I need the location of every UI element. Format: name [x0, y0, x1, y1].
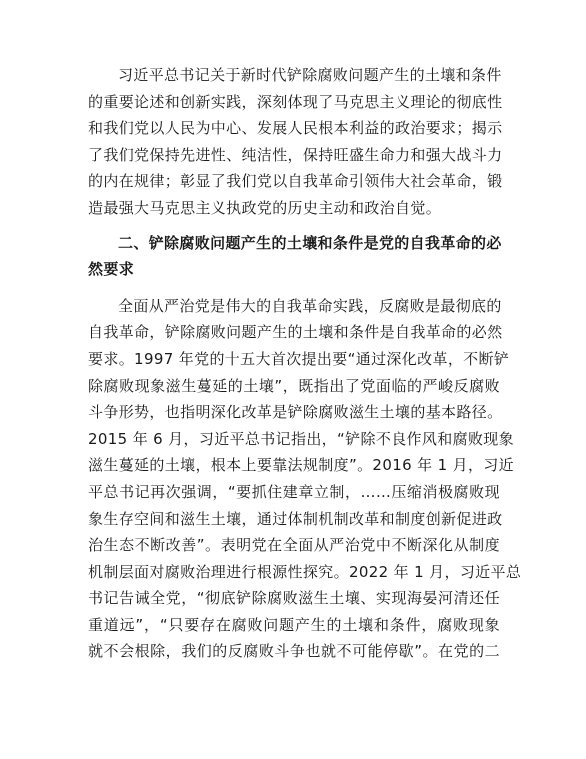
text-line: 平总书记再次强调，“要抓住建章立制，……压缩消极腐败现 — [88, 482, 500, 501]
text-line: 习近平总书记关于新时代铲除腐败问题产生的土壤和条件 — [118, 66, 502, 84]
text-line: 滋生蔓延的土壤，根本上要靠法规制度”。2016 年 1 月，习近 — [88, 456, 514, 475]
section-heading — [88, 230, 500, 283]
text-line: 斗争形势，也指明深化改革是铲除腐败滋生土壤的基本路径。 — [88, 403, 503, 422]
text-line: 造最强大马克思主义执政党的历史主动和政治自觉。 — [88, 198, 442, 217]
text-line: 2015 年 6 月，习近平总书记指出，“铲除不良作风和腐败现象 — [88, 429, 514, 448]
text-line: 书记告诫全党，“彻底铲除腐败滋生土壤、实现海晏河清还任 — [88, 589, 500, 608]
text-line: 就不会根除，我们的反腐败斗争也就不可能停歇”。在党的二 — [88, 642, 500, 661]
text-line: 的内在规律；彰显了我们党以自我革命引领伟大社会革命，锻 — [88, 172, 503, 191]
text-line: 的重要论述和创新实践，深刻体现了马克思主义理论的彻底性 — [88, 92, 503, 111]
text-line: 自我革命，铲除腐败问题产生的土壤和条件是自我革命的必然 — [88, 323, 503, 342]
text-line: 重道远”，“只要存在腐败问题产生的土壤和条件，腐败现象 — [88, 615, 500, 634]
paragraph-2 — [88, 293, 522, 665]
text-line: 全面从严治党是伟大的自我革命实践，反腐败是最彻底的 — [118, 296, 502, 315]
text-line: 机制层面对腐败治理进行根源性探究。2022 年 1 月，习近平总 — [88, 562, 522, 581]
text-line: 了我们党保持先进性、纯洁性，保持旺盛生命力和强大战斗力 — [88, 145, 503, 164]
document-page — [88, 62, 522, 665]
text-line: 和我们党以人民为中心、发展人民根本利益的政治要求；揭示 — [88, 119, 503, 138]
text-line: 要求。1997 年党的十五大首次提出要“通过深化改革，不断铲 — [88, 349, 510, 368]
heading-line: 然要求 — [88, 260, 135, 279]
text-line: 治生态不断改善”。表明党在全面从严治党中不断深化从制度 — [88, 536, 500, 555]
text-line: 除腐败现象滋生蔓延的土壤”，既指出了党面临的严峻反腐败 — [88, 376, 500, 395]
heading-line: 二、铲除腐败问题产生的土壤和条件是党的自我革命的必 — [118, 233, 502, 252]
text-line: 象生存空间和滋生土壤，通过体制机制改革和制度创新促进政 — [88, 509, 503, 528]
paragraph-1 — [88, 62, 503, 222]
